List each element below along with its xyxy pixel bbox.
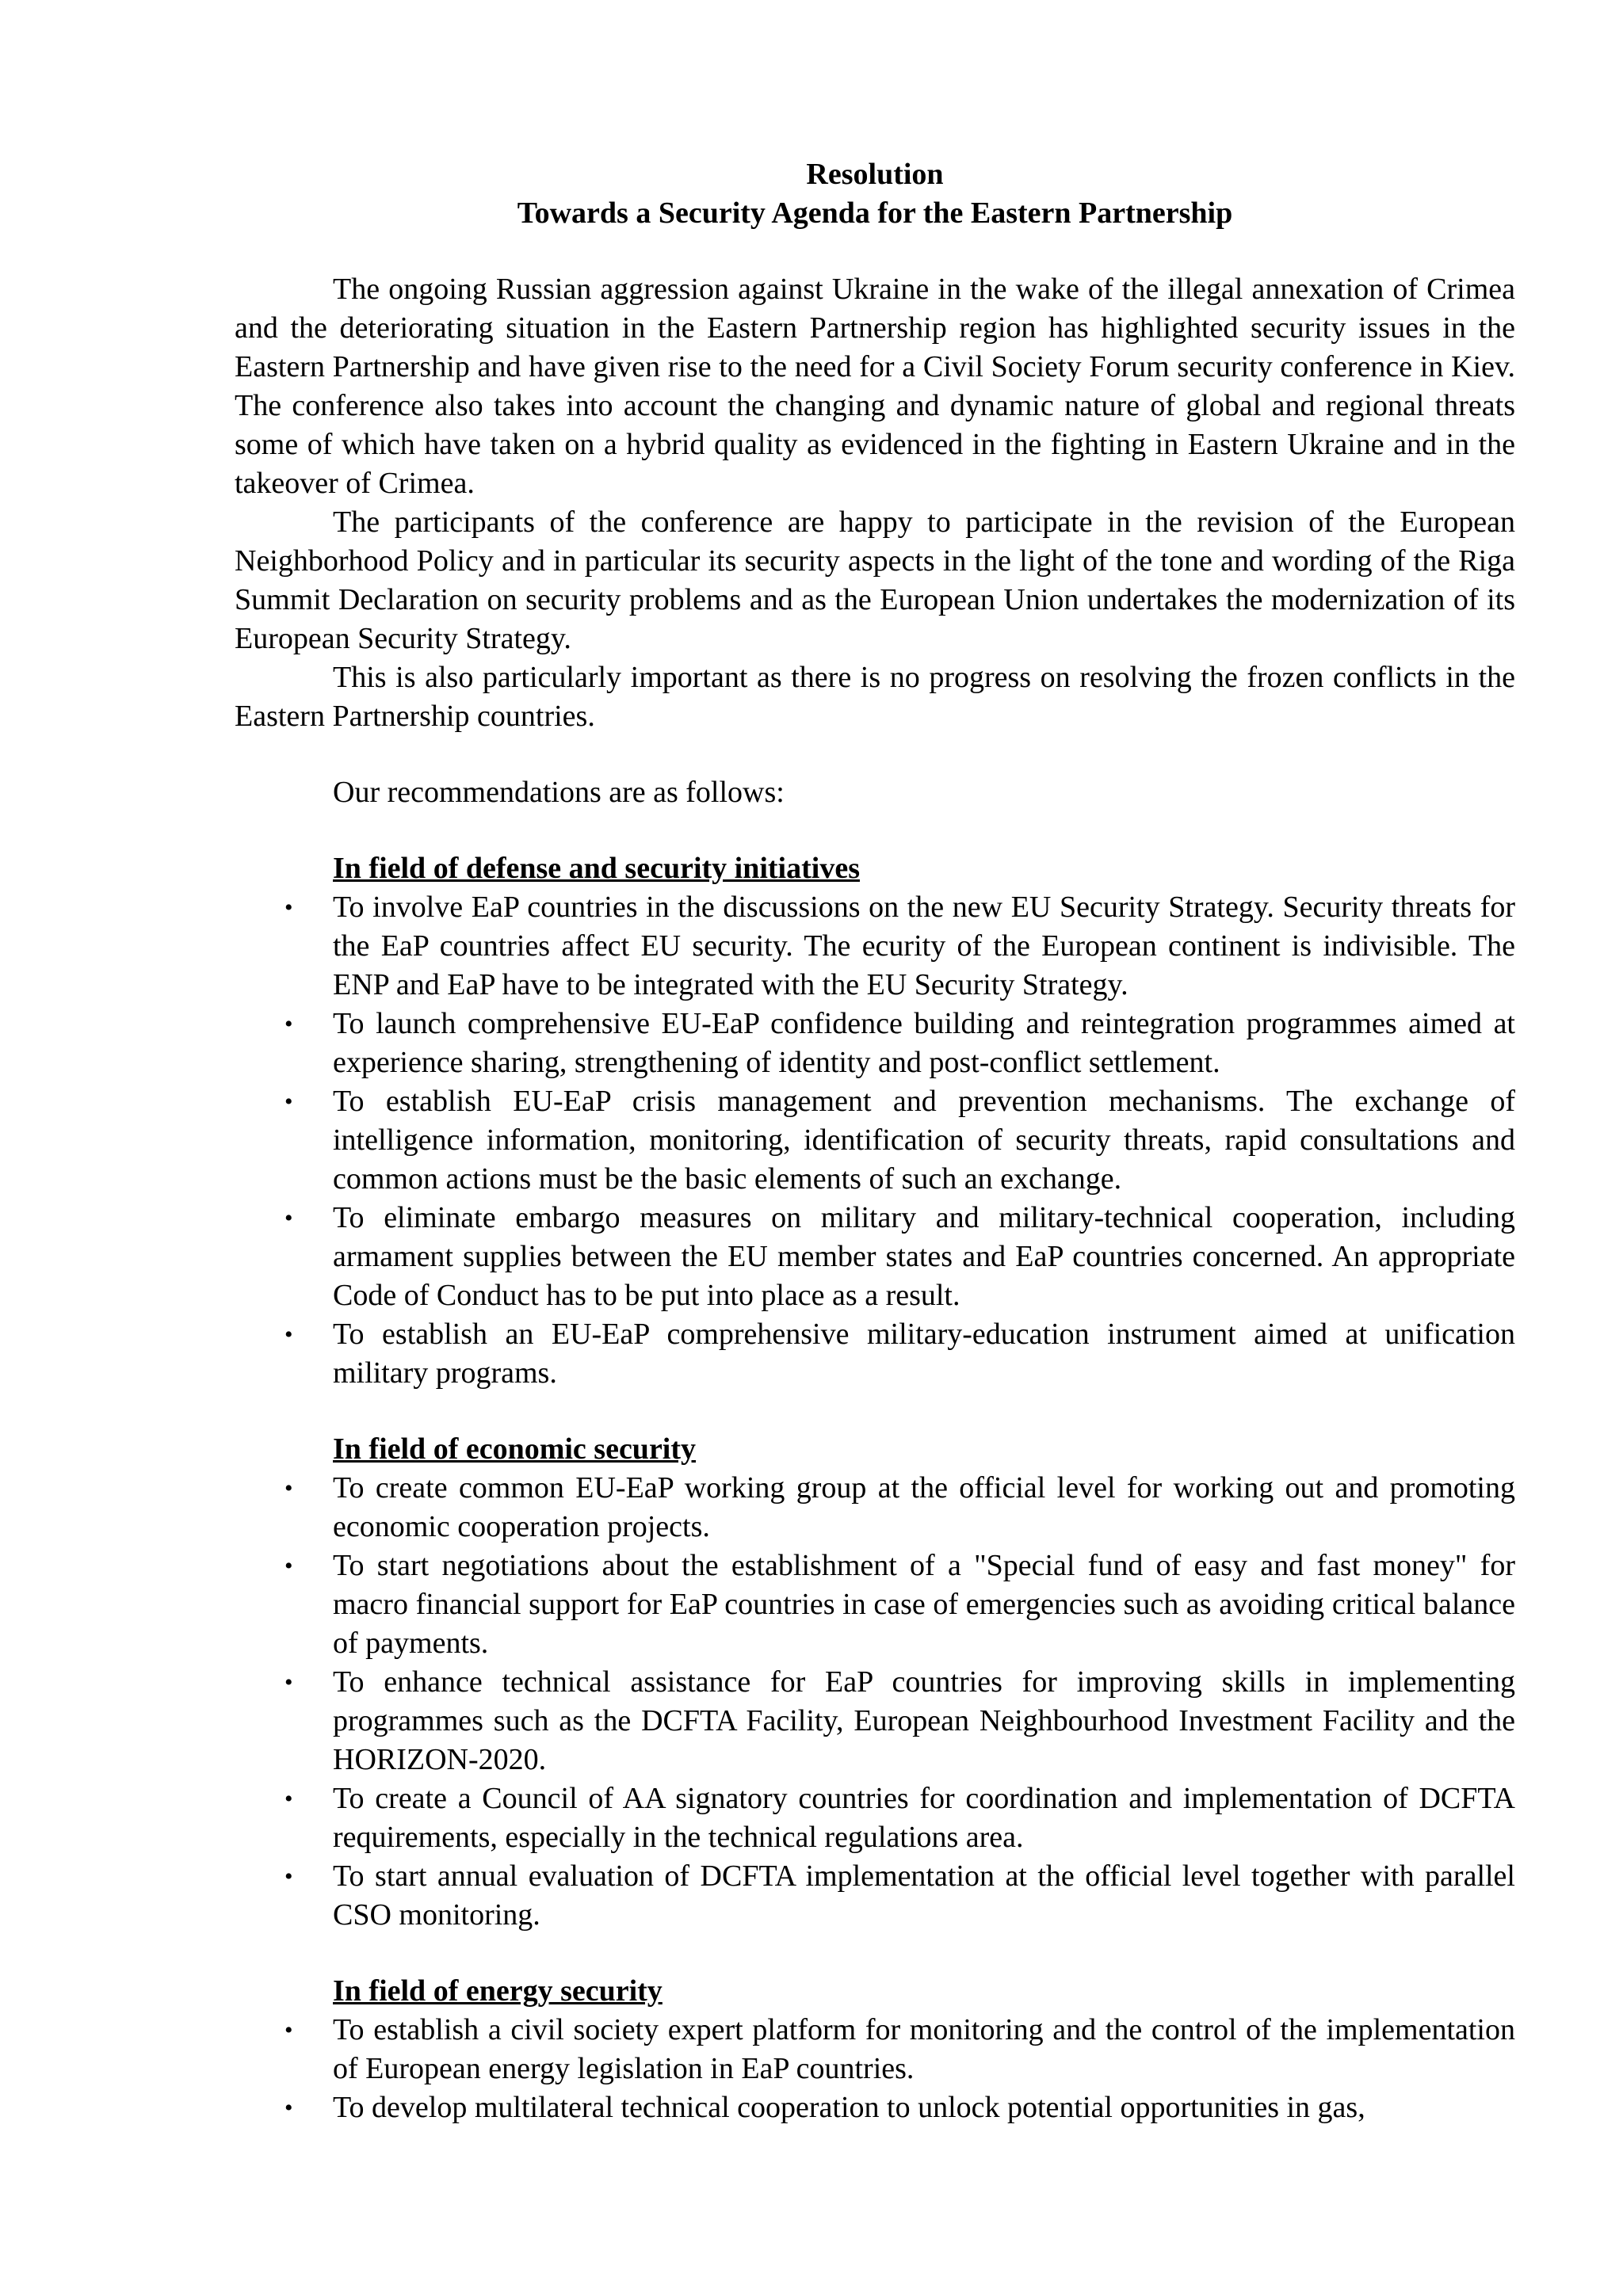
list-item: [235, 1005, 1515, 1082]
bullet-icon: •: [285, 2095, 293, 2121]
list-item-text: To develop multilateral technical cooperation to unlock potential opportunities in gas,: [333, 2091, 1365, 2124]
list-item-text: To enhance technical assistance for EaP countries for improving skills in implementing programmes such as the DCFTA Facility, European Neighbourhood Investment Facility and the HORIZON-2020.: [333, 1665, 1515, 1776]
section-heading-defense: In field of defense and security initiatives: [333, 852, 860, 885]
bullet-icon: •: [285, 894, 293, 921]
bullet-icon: •: [285, 1669, 293, 1695]
section-heading-energy: In field of energy security: [333, 1974, 663, 2008]
section-economic: [235, 1430, 1515, 1935]
list-item: [235, 1779, 1515, 1857]
intro-paragraph-3: This is also particularly important as there is no progress on resolving the frozen conflicts in the Eastern Partnership countries.: [235, 661, 1515, 733]
bullet-icon: •: [285, 1011, 293, 1037]
section-heading-economic: In field of economic security: [333, 1432, 697, 1466]
list-item-text: To launch comprehensive EU-EaP confidence building and reintegration programmes aimed at experience sharing, strengthening of identity and post-conflict settlement.: [333, 1007, 1515, 1079]
list-item: [235, 1315, 1515, 1393]
list-item-text: To establish an EU-EaP comprehensive military-education instrument aimed at unification military programs.: [333, 1318, 1515, 1390]
bullet-icon: •: [285, 1786, 293, 1812]
list-item: [235, 888, 1515, 1005]
list-item: [235, 1857, 1515, 1935]
list-item-text: To establish EU-EaP crisis management and prevention mechanisms. The exchange of intelligence information, monitoring, identification of security threats, rapid consultations and common actions must be the basic elements of such an exchange.: [333, 1085, 1515, 1196]
list-item-text: To start annual evaluation of DCFTA implementation at the official level together with parallel CSO monitoring.: [333, 1859, 1515, 1932]
economic-list: [235, 1469, 1515, 1935]
list-item-text: To create a Council of AA signatory countries for coordination and implementation of DCFTA requirements, especially in the technical regulations area.: [333, 1782, 1515, 1854]
document-title: [235, 155, 1515, 233]
bullet-icon: •: [285, 1205, 293, 1231]
list-item-text: To involve EaP countries in the discussions on the new EU Security Strategy. Security threats for the EaP countries affect EU security. The ecurity of the European continent is indivisible. The ENP and EaP have to be integrated with the EU Security Strategy.: [333, 891, 1515, 1001]
defense-list: [235, 888, 1515, 1393]
bullet-icon: •: [285, 1089, 293, 1115]
bullet-icon: •: [285, 1475, 293, 1501]
section-defense: [235, 849, 1515, 1393]
list-item: [235, 1663, 1515, 1779]
list-item-text: To eliminate embargo measures on military and military-technical cooperation, including armament supplies between the EU member states and EaP countries concerned. An appropriate Code of Conduct has to be put into place as a result.: [333, 1201, 1515, 1312]
list-item: [235, 1199, 1515, 1315]
list-item: [235, 1547, 1515, 1663]
intro-paragraph-1: The ongoing Russian aggression against Ukraine in the wake of the illegal annexation of Crimea and the deteriorating situation in the Eastern Partnership region has highlighted security issues in the Eastern Partnership and have given rise to the need for a Civil Society Forum security conference in Kiev. The conference also takes into account the changing and dynamic nature of global and regional threats some of which have taken on a hybrid quality as evidenced in the fighting in Eastern Ukraine and in the takeover of Crimea.: [235, 273, 1515, 500]
recommendations-lead: Our recommendations are as follows:: [333, 776, 785, 809]
intro-paragraph-2: The participants of the conference are happy to participate in the revision of the European Neighborhood Policy and in particular its security aspects in the light of the tone and wording of the Riga Summit Declaration on security problems and as the European Union undertakes the modernization of its European Security Strategy.: [235, 505, 1515, 655]
bullet-icon: •: [285, 2017, 293, 2043]
bullet-icon: •: [285, 1553, 293, 1579]
title-line-1: Resolution: [806, 158, 944, 191]
section-energy: [235, 1972, 1515, 2127]
bullet-icon: •: [285, 1322, 293, 1348]
energy-list: [235, 2011, 1515, 2127]
intro-section: [235, 270, 1515, 812]
list-item: [235, 2088, 1515, 2127]
list-item-text: To start negotiations about the establishment of a "Special fund of easy and fast money" for macro financial support for EaP countries in case of emergencies such as avoiding critical balance of payments.: [333, 1549, 1515, 1660]
title-line-2: Towards a Security Agenda for the Eastern Partnership: [517, 196, 1233, 230]
list-item: [235, 1469, 1515, 1547]
bullet-icon: •: [285, 1863, 293, 1890]
document-body: [235, 155, 1515, 2127]
list-item-text: To create common EU-EaP working group at the official level for working out and promoting economic cooperation projects.: [333, 1471, 1515, 1543]
list-item: [235, 2011, 1515, 2088]
list-item-text: To establish a civil society expert platform for monitoring and the control of the implementation of European energy legislation in EaP countries.: [333, 2013, 1515, 2085]
list-item: [235, 1082, 1515, 1199]
